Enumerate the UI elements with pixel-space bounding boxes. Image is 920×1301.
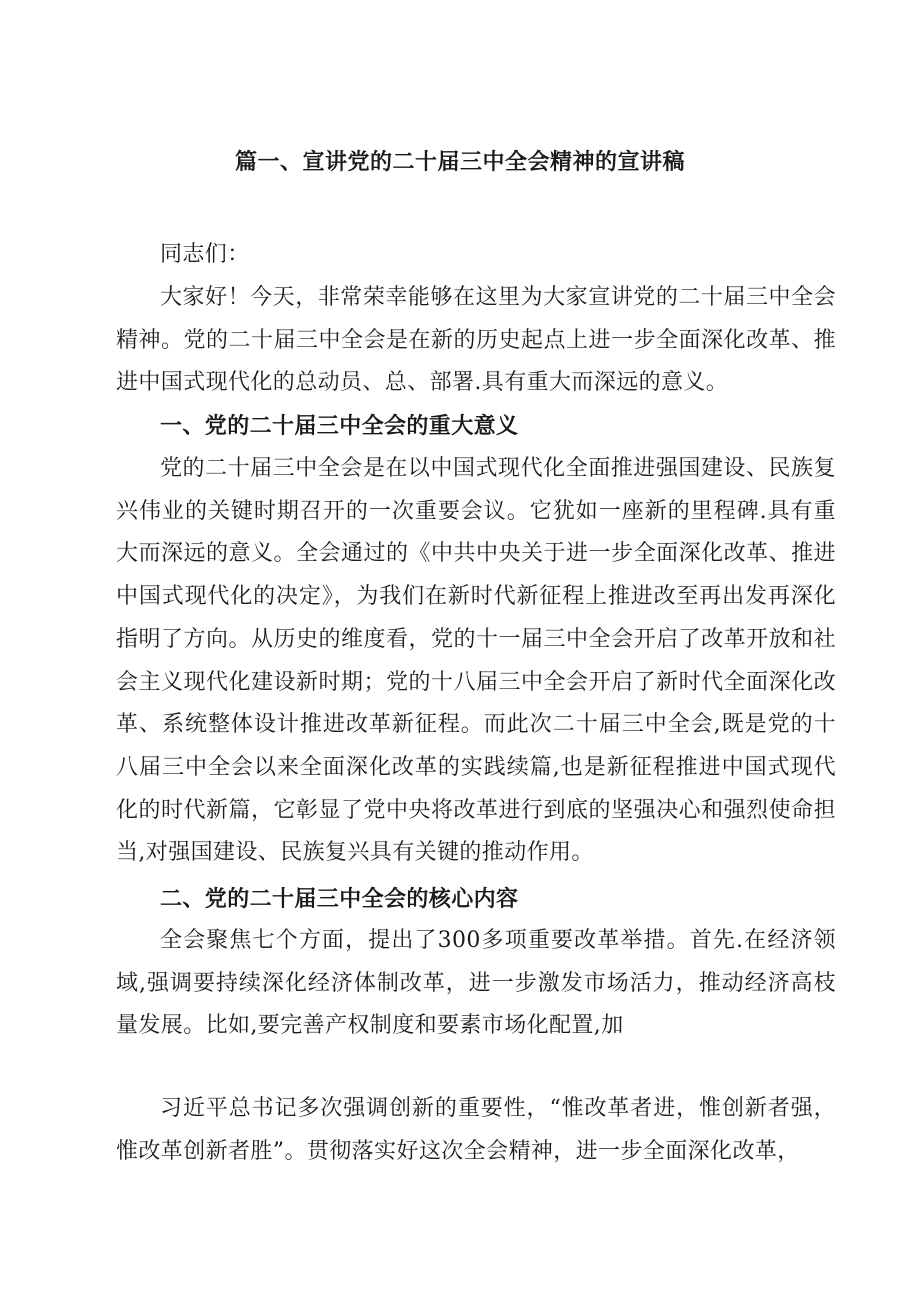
- paragraph-core-content: 全会聚焦七个方面，提出了300多项重要改革举措。首先.在经济领域,强调要持续深化经济体制改革，进一步激发市场活力，推动经济高枝量发展。比如,要完善产权制度和要素市场化配置,加: [116, 928, 836, 1039]
- section-heading-significance: 一、党的二十届三中全会的重大意义: [160, 413, 519, 439]
- paragraph-opening: 大家好！今天，非常荣幸能够在这里为大家宣讲党的二十届三中全会精神。党的二十届三中全会是在新的历史起点上进一步全面深化改革、推进中国式现代化的总动员、总、部署.具有重大而深远的意义。: [116, 285, 836, 396]
- document-title: 篇一、宣讲党的二十届三中全会精神的宣讲稿: [234, 149, 685, 175]
- salutation: 同志们：: [160, 242, 250, 267]
- paragraph-innovation-quote: 习近平总书记多次强调创新的重要性，“惟改革者进，惟创新者强，惟改革创新者胜”。贯彻落实好这次全会精神，进一步全面深化改革，: [116, 1096, 836, 1164]
- paragraph-significance: 党的二十届三中全会是在以中国式现代化全面推进强国建设、民族复兴伟业的关键时期召开的一次重要会议。它犹如一座新的里程碑.具有重大而深远的意义。全会通过的《中共中央关于进一步全面深化改革、推进中国式现代化的决定》，为我们在新时代新征程上推进改至再出发再深化指明了方向。从历史的维度看，党的十一届三中全会开启了改革开放和社会主义现代化建设新时期；党的十八届三中全会开启了新时代全面深化改革、系统整体设计推进改革新征程。而此次二十届三中全会,既是党的十八届三中全会以来全面深化改革的实践续篇,也是新征程推进中国式现代化的时代新篇，它彰显了党中央将改革进行到底的坚强决心和强烈使命担当,对强国建设、民族复兴具有关键的推动作用。: [116, 456, 836, 866]
- section-heading-core-content: 二、党的二十届三中全会的核心内容: [160, 886, 519, 912]
